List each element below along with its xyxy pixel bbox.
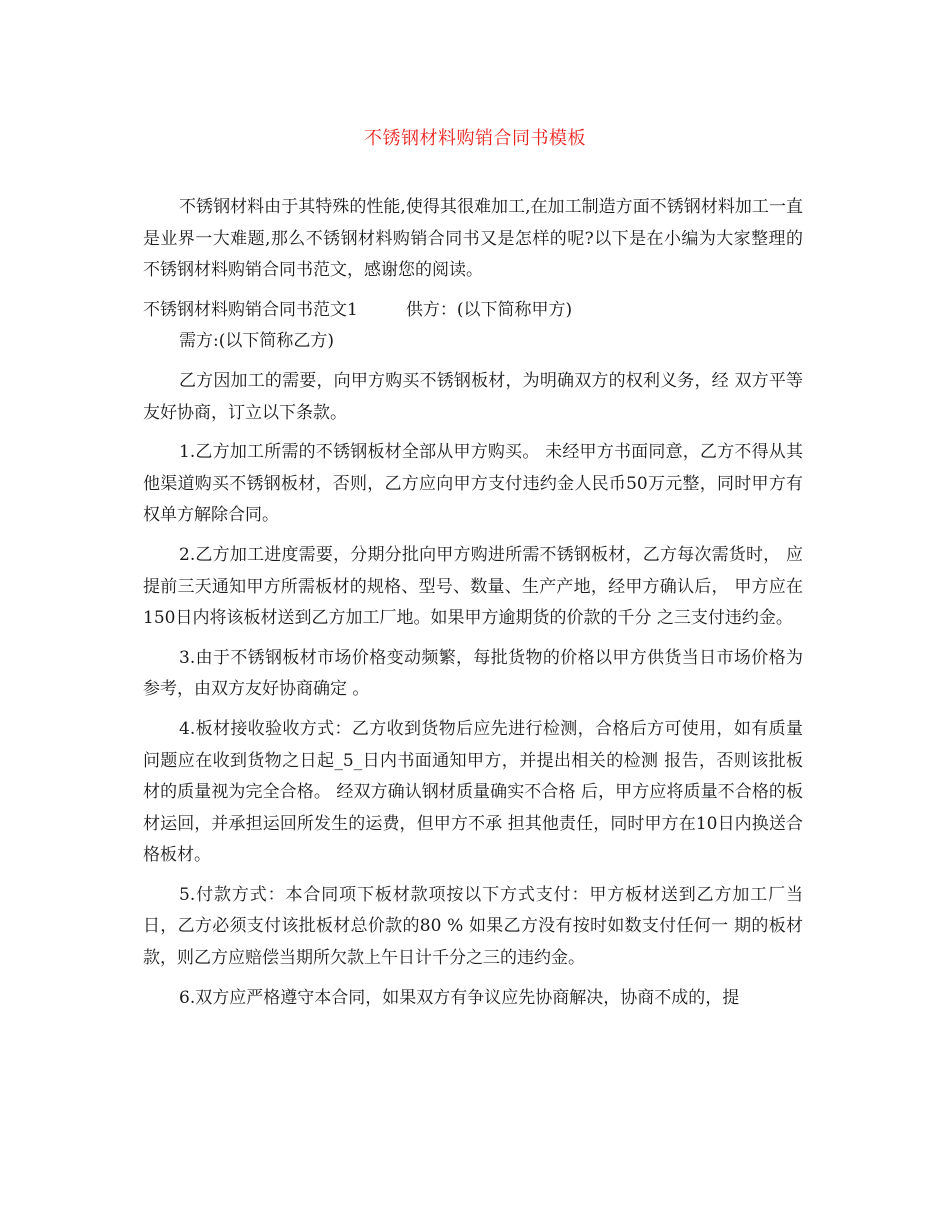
intro-paragraph: 不锈钢材料由于其特殊的性能,使得其很难加工,在加工制造方面不锈钢材料加工一直是业界一大难题,那么不锈钢材料购销合同书又是怎样的呢?以下是在小编为大家整理的不锈钢材料购销合同书范文，感谢您的阅读。 <box>143 197 803 281</box>
buyer-label: 需方:(以下简称乙方) <box>179 331 334 352</box>
clause-5: 5.付款方式：本合同项下板材款项按以下方式支付：甲方板材送到乙方加工厂当日，乙方必须支付该批板材总价款的80 % 如果乙方没有按时如数支付任何一 期的板材款，则乙方应赔偿当期所欠款上午日计千分之三的违约金。 <box>143 884 803 969</box>
clause-3: 3.由于不锈钢板材市场价格变动频繁，每批货物的价格以甲方供货当日市场价格为参考，由双方友好协商确定 。 <box>143 647 803 700</box>
clause-6: 6.双方应严格遵守本合同，如果双方有争议应先协商解决，协商不成的，提 <box>179 987 740 1008</box>
clause-1: 1.乙方加工所需的不锈钢板材全部从甲方购买。 未经甲方书面同意，乙方不得从其他渠道购买不锈钢板材，否则，乙方应向甲方支付违约金人民币50万元整，同时甲方有权单方解除合同。 <box>143 442 803 526</box>
sample-heading-line <box>143 295 803 327</box>
supplier-label: 供方：(以下简称甲方) <box>405 299 573 320</box>
document-body <box>143 192 803 1022</box>
clause-2: 2.乙方加工进度需要，分期分批向甲方购进所需不锈钢板材，乙方每次需货时， 应提前三天通知甲方所需板材的规格、型号、数量、生产产地，经甲方确认后， 甲方应在150日内将该板材送到乙方加工厂地。如果甲方逾期货的价款的千分 之三支付违约金。 <box>143 544 803 629</box>
clause-4: 4.板材接收验收方式：乙方收到货物后应先进行检测，合格后方可使用，如有质量问题应在收到货物之日起_5_日内书面通知甲方，并提出相关的检测 报告，否则该批板材的质量视为完全合格。 经双方确认钢材质量确实不合格 后，甲方应将质量不合格的板材运回，并承担运回所发生的运费，但甲方不承 担其他责任，同时甲方在10日内换送合格板材。 <box>143 718 803 866</box>
document-title: 不锈钢材料购销合同书模板 <box>364 128 586 149</box>
preamble-paragraph: 乙方因加工的需要，向甲方购买不锈钢板材，为明确双方的权利义务，经 双方平等友好协商，订立以下条款。 <box>143 370 803 423</box>
sample-heading: 不锈钢材料购销合同书范文1 <box>143 299 358 320</box>
